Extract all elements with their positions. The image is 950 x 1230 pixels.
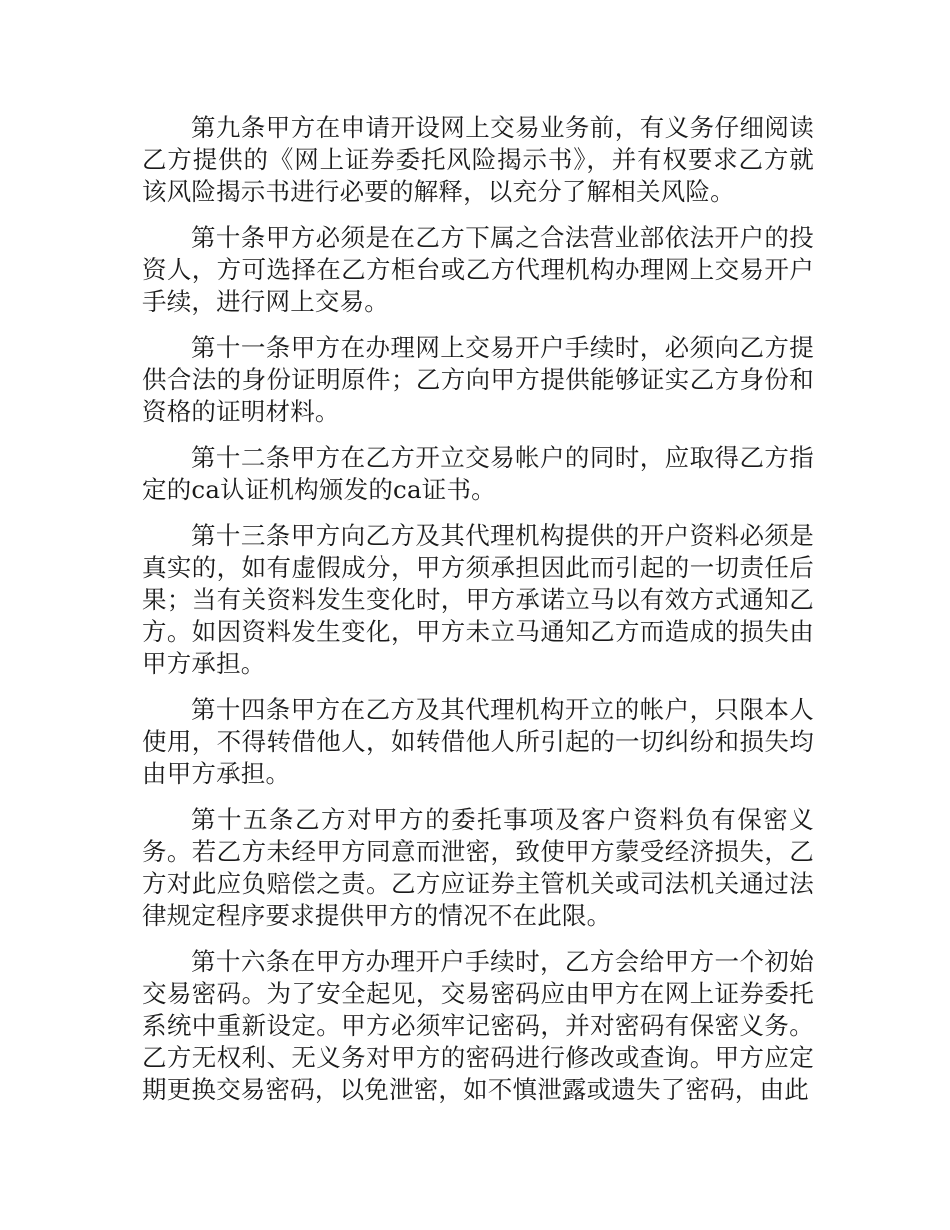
- article-15-paragraph: 第十五条乙方对甲方的委托事项及客户资料负有保密义务。若乙方未经甲方同意而泄密，致使甲方蒙受经济损失，乙方对此应负赔偿之责。乙方应证券主管机关或司法机关通过法律规定程序要求提供甲方的情况不在此限。: [142, 805, 814, 930]
- article-14-paragraph: 第十四条甲方在乙方及其代理机构开立的帐户，只限本人使用，不得转借他人，如转借他人所引起的一切纠纷和损失均由甲方承担。: [142, 695, 814, 788]
- article-11-paragraph: 第十一条甲方在办理网上交易开户手续时，必须向乙方提供合法的身份证明原件；乙方向甲方提供能够证实乙方身份和资格的证明材料。: [142, 333, 814, 426]
- article-12-paragraph: 第十二条甲方在乙方开立交易帐户的同时，应取得乙方指定的ca认证机构颁发的ca证书。: [142, 443, 814, 504]
- article-9-paragraph: 第九条甲方在申请开设网上交易业务前，有义务仔细阅读乙方提供的《网上证券委托风险揭示书》，并有权要求乙方就该风险揭示书进行必要的解释，以充分了解相关风险。: [142, 113, 814, 206]
- article-16-paragraph: 第十六条在甲方办理开户手续时，乙方会给甲方一个初始交易密码。为了安全起见，交易密码应由甲方在网上证券委托系统中重新设定。甲方必须牢记密码，并对密码有保密义务。乙方无权利、无义务对甲方的密码进行修改或查询。甲方应定期更换交易密码，以免泄密，如不慎泄露或遗失了密码，由此: [142, 947, 814, 1104]
- document-body: [142, 112, 814, 1120]
- article-10-paragraph: 第十条甲方必须是在乙方下属之合法营业部依法开户的投资人，方可选择在乙方柜台或乙方代理机构办理网上交易开户手续，进行网上交易。: [142, 223, 814, 316]
- article-13-paragraph: 第十三条甲方向乙方及其代理机构提供的开户资料必须是真实的，如有虚假成分，甲方须承担因此而引起的一切责任后果；当有关资料发生变化时，甲方承诺立马以有效方式通知乙方。如因资料发生变化，甲方未立马通知乙方而造成的损失由甲方承担。: [142, 521, 814, 678]
